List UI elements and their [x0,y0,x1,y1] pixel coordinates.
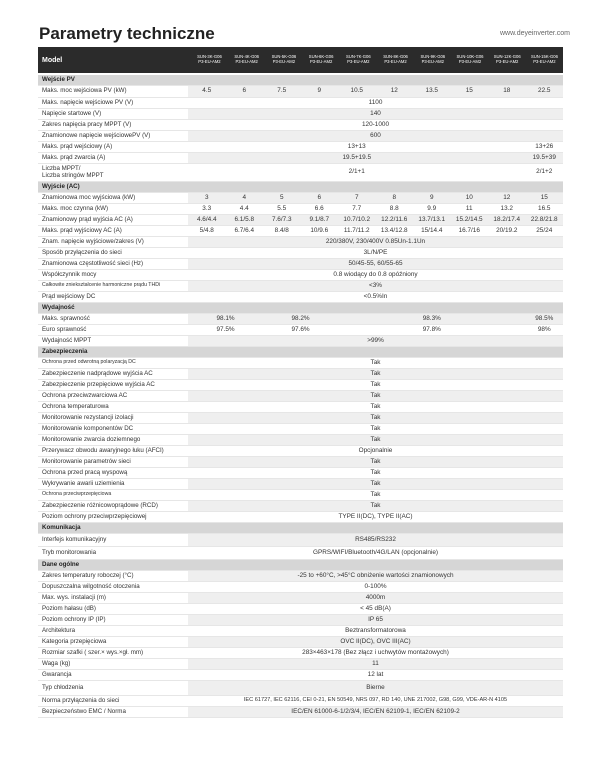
spec-value: Tak [370,468,381,476]
spec-value: 97.5% [216,325,235,333]
spec-label: Znamionowa moc wyjściowa (kW) [42,193,136,201]
spec-row [38,681,563,696]
spec-values [188,380,563,390]
section-header [38,523,563,534]
spec-label: Zakres temperatury roboczej (°C) [42,571,134,579]
spec-value: 0-100% [364,582,387,590]
spec-value: Bierne [366,683,385,691]
spec-values [188,142,563,152]
spec-value: 22.5 [538,87,551,95]
spec-label: Maks. sprawność [42,314,90,322]
spec-label: Zabezpieczenie różnicowoprądowe (RCD) [42,501,158,509]
spec-values [188,325,563,335]
spec-values [188,86,563,97]
spec-values [188,336,563,346]
spec-value: 98.2% [291,314,310,322]
spec-row [38,270,563,281]
spec-value: 3.3 [202,204,212,212]
spec-values [188,446,563,456]
spec-row [38,534,563,547]
spec-label: Wykrywanie awarii uziemienia [42,479,125,487]
spec-value: 0.8 wiodący do 0.8 opóźniony [333,270,418,278]
spec-value: 11 [372,659,379,667]
spec-value: 3 [204,193,209,201]
spec-value: 12.2/11.6 [381,215,408,223]
spec-row [38,593,563,604]
spec-label: Całkowite zniekształcenie harmoniczne prądu THDi [42,282,161,289]
spec-values [188,435,563,445]
spec-row [38,402,563,413]
spec-value: 600 [370,131,381,139]
section-title: Dane ogólne [42,560,80,568]
spec-value: 12 [390,87,398,95]
spec-values [188,153,563,163]
spec-values [188,109,563,119]
spec-row [38,707,563,718]
spec-values [188,204,563,214]
spec-label: Maks. moc wejściowa PV (kW) [42,87,127,95]
spec-value: 25/24 [536,226,553,234]
spec-values [188,193,563,203]
spec-label: Maks. moc czynna (kW) [42,204,109,212]
section-header [38,182,563,193]
section-title: Zabezpieczenia [42,347,88,355]
spec-row [38,604,563,615]
spec-label: Ochrona przeciwzwarciowa AC [42,391,128,399]
spec-row [38,501,563,512]
spec-values [188,659,563,669]
spec-values [188,413,563,423]
spec-value: 2/1+1 [348,168,365,176]
spec-label: Kategoria przepięciowa [42,637,107,645]
spec-value: <0.5%In [363,292,388,300]
spec-row [38,446,563,457]
spec-value: IEC/EN 61000-6-1/2/3/4, IEC/EN 62109-1, IEC/EN 62109-2 [291,707,460,715]
spec-value: 13.7/13.1 [418,215,446,223]
spec-row [38,120,563,131]
spec-value: TYPE II(DC), TYPE II(AC) [338,512,413,520]
section-title: Wydajność [42,303,75,311]
spec-row [38,391,563,402]
spec-value: 10 [465,193,473,201]
spec-value: 6.1/5.8 [234,215,255,223]
table-header [38,47,563,73]
spec-label: Waga (kg) [42,659,71,667]
spec-value: 11 [465,204,473,212]
spec-value: 19.5+19.5 [342,153,372,161]
spec-row [38,86,563,98]
spec-values [188,120,563,130]
spec-value: 98.1% [216,314,235,322]
spec-label: Poziom ochrony przeciwprzepięciowej [42,512,147,520]
spec-value: Tak [370,424,381,432]
spec-value: 18.2/17.4 [493,215,521,223]
spec-label: Wydajność MPPT [42,336,92,344]
spec-values [188,648,563,658]
spec-values [188,215,563,225]
spec-label: Przerywacz obwodu awaryjnego łuku (AFCI) [42,446,164,454]
spec-row [38,226,563,237]
spec-value: Tak [370,358,381,366]
spec-label: Znamionowy prąd wyjścia AC (A) [42,215,133,223]
spec-value: 4.4 [239,204,249,212]
spec-value: < 45 dB(A) [360,604,391,612]
spec-label: Współczynnik mocy [42,270,97,278]
spec-row [38,582,563,593]
spec-row [38,435,563,446]
spec-value: 4 [242,193,247,201]
spec-label: Maks. prąd wejściowy (A) [42,142,113,150]
spec-value: 9.1/8.7 [309,215,330,223]
spec-values [188,637,563,647]
spec-values [188,626,563,636]
spec-label: Architektura [42,626,76,634]
spec-value: 16.7/16 [458,226,480,234]
spec-row [38,670,563,681]
spec-value: 97.8% [422,325,441,333]
spec-value: 7.5 [277,87,287,95]
spec-value: 220/380V, 230/400V 0.85Un-1.1Un [325,237,426,245]
spec-value: 8.8 [389,204,399,212]
spec-value: Tak [370,380,381,388]
spec-label: Monitorowanie rezystancji izolacji [42,413,134,421]
spec-value: Tak [370,369,381,377]
model-name: SUN-15K-G06 P3-EU-AM2 [530,54,558,64]
spec-values [188,457,563,467]
spec-value: 5/4.8 [199,226,214,234]
spec-value: -25 to +60°C, >45°C obniżenie wartości znamionowych [297,571,454,579]
spec-label: Napięcie startowe (V) [42,109,102,117]
spec-row [38,479,563,490]
spec-value: 12 [503,193,511,201]
spec-values [188,468,563,478]
spec-row [38,109,563,120]
spec-label: Monitorowanie parametrów sieci [42,457,131,465]
spec-value: Beztransformatorowa [345,626,406,634]
spec-row [38,153,563,164]
spec-values [188,237,563,247]
spec-row [38,413,563,424]
spec-value: 98% [537,325,551,333]
spec-label: Prąd wejściowy DC [42,292,96,300]
spec-value: 97.6% [291,325,310,333]
spec-table [38,75,563,718]
section-title: Wyjście (AC) [42,182,80,190]
spec-label: Znam. napięcie wyjściowe/zakres (V) [42,237,144,245]
spec-value: 6.7/6.4 [234,226,255,234]
spec-value: 13.5 [425,87,438,95]
spec-value: 5.5 [277,204,287,212]
spec-label: Znamionowe napięcie wejściowePV (V) [42,131,151,139]
spec-label: Maks. prąd zwarcia (A) [42,153,106,161]
spec-row [38,281,563,292]
spec-value: 4.6/4.4 [196,215,217,223]
spec-label: Zakres napięcia pracy MPPT (V) [42,120,132,128]
spec-value: 7.6/7.3 [271,215,292,223]
spec-value: Tak [370,457,381,465]
spec-value: 1100 [368,98,383,106]
spec-row [38,369,563,380]
spec-row [38,98,563,109]
spec-values [188,292,563,302]
spec-value: Tak [370,490,381,498]
spec-row [38,626,563,637]
model-name: SUN-5K-G06 P3-EU-AM2 [271,54,297,64]
spec-row [38,248,563,259]
spec-value: 283×463×178 (Bez złącz i uchwytów montażowych) [302,648,449,656]
spec-value: 20/19.2 [496,226,518,234]
spec-values [188,604,563,614]
spec-value: 12 lat [367,670,384,678]
spec-values [188,314,563,324]
spec-row [38,164,563,182]
model-name: SUN-4K-G06 P3-EU-AM2 [234,54,260,64]
spec-value: IP 65 [368,615,383,623]
spec-row [38,547,563,560]
spec-row [38,512,563,523]
spec-row [38,457,563,468]
spec-values [188,479,563,489]
spec-row [38,325,563,336]
spec-value: 13+13 [347,142,366,150]
spec-row [38,215,563,226]
spec-label: Zabezpieczenie przepięciowe wyjścia AC [42,380,155,388]
spec-value: 10.7/10.2 [343,215,371,223]
spec-row [38,204,563,215]
spec-value: 10/9.6 [310,226,329,234]
spec-label: Norma przyłączenia do sieci [42,696,120,704]
spec-value: 8.4/8 [274,226,289,234]
spec-values [188,424,563,434]
spec-row [38,292,563,303]
spec-label: Monitorowanie komponentów DC [42,424,134,432]
spec-label: Max. wys. instalacji (m) [42,593,106,601]
spec-values [188,402,563,412]
section-header [38,75,563,86]
spec-value: OVC II(DC), OVC III(AC) [340,637,411,645]
spec-label: Ochrona temperaturowa [42,402,109,410]
spec-value: 15 [540,193,548,201]
spec-values [188,615,563,625]
spec-label: Zabezpieczenie nadprądowe wyjścia AC [42,369,153,377]
spec-label: Typ chłodzenia [42,683,84,691]
spec-value: 7 [354,193,359,201]
spec-value: 9 [317,87,322,95]
spec-values [188,582,563,592]
spec-values [188,98,563,108]
spec-row [38,131,563,142]
spec-value: 2/1+2 [536,168,553,176]
model-header-label: Model [42,56,63,64]
spec-values [188,358,563,368]
spec-values [188,571,563,581]
model-name: SUN-12K-G06 P3-EU-AM2 [493,54,521,64]
spec-row [38,314,563,325]
spec-value: 120-1000 [361,120,389,128]
spec-value: 9 [429,193,434,201]
spec-value: 6 [317,193,322,201]
spec-label: Dopuszczalna wilgotność otoczenia [42,582,140,590]
spec-label: Rozmiar szafki ( szer.× wys.×gł. mm) [42,648,144,656]
spec-row [38,659,563,670]
spec-values [188,501,563,511]
spec-value: 10.5 [350,87,363,95]
section-header [38,560,563,571]
spec-row [38,615,563,626]
spec-value: 22.8/21.8 [530,215,558,223]
spec-values [188,593,563,603]
section-title: Komunikacja [42,523,81,531]
spec-values [188,281,563,291]
spec-row [38,259,563,270]
section-header [38,303,563,314]
spec-value: 140 [370,109,381,117]
model-name: SUN-10K-G06 P3-EU-AM2 [456,54,484,64]
spec-value: Tak [370,402,381,410]
spec-label: Znamionowa częstotliwość sieci (Hz) [42,259,144,267]
spec-value: 13.2 [500,204,513,212]
spec-row [38,358,563,369]
spec-value: 4000m [365,593,386,601]
spec-row [38,696,563,707]
spec-value: 15/14.4 [421,226,443,234]
spec-value: 6 [242,87,247,95]
spec-value: Opcjonalnie [358,446,393,454]
spec-value: GPRS/WIFI/Bluetooth/4G/LAN (opcjonalnie) [312,548,439,556]
spec-value: 5 [279,193,284,201]
spec-label: Poziom ochrony IP (IP) [42,615,106,623]
spec-label: Bezpieczeństwo EMC / Norma [42,707,126,715]
spec-value: 11.7/11.2 [343,226,370,234]
model-name: SUN-9K-G06 P3-EU-AM2 [420,54,446,64]
spec-value: Tak [370,391,381,399]
spec-value: 15 [465,87,473,95]
page-title: Parametry techniczne [39,24,215,43]
spec-value: 6.6 [314,204,324,212]
spec-value: 18 [503,87,511,95]
spec-value: >99% [367,336,384,344]
spec-value: 9.9 [427,204,437,212]
model-name: SUN-6K-G06 P3-EU-AM2 [308,54,334,64]
spec-label: Ochrona przeciwprzepięciowa [42,491,112,498]
spec-row [38,142,563,153]
spec-values [188,226,563,236]
model-name: SUN-8K-G06 P3-EU-AM2 [383,54,408,64]
spec-value: 50/45-55, 60/55-65 [348,259,403,267]
website-url: www.deyeinverter.com [499,30,570,37]
spec-label: Gwarancja [42,670,72,678]
spec-values [188,270,563,280]
spec-label: Ochrona przed odwrotną polaryzacją DC [42,359,136,366]
spec-values [188,391,563,401]
spec-value: 98.5% [535,314,554,322]
spec-row [38,237,563,248]
spec-values [188,534,563,546]
spec-values [188,512,563,522]
spec-value: 8 [392,193,397,201]
spec-value: 19.5+39 [532,153,556,161]
spec-label: Liczba MPPT/ Liczba stringów MPPT [42,164,104,179]
spec-values [188,259,563,269]
spec-label: Sposób przyłączenia do sieci [42,248,122,256]
spec-value: 15.2/14.5 [455,215,483,223]
spec-row [38,571,563,582]
spec-row [38,637,563,648]
spec-value: Tak [370,435,381,443]
spec-values [188,490,563,500]
model-name: SUN-3K-G06 P3-EU-AM2 [197,54,222,64]
spec-value: Tak [370,413,381,421]
spec-value: IEC 61727, IEC 62116, CEI 0-21, EN 50549, NRS 097, RD 140, UNE 217002, G98, G99, VDE-AR-N 4105 [243,697,508,704]
spec-row [38,336,563,347]
spec-values [188,131,563,141]
spec-value: Tak [370,501,381,509]
spec-values [188,696,563,706]
spec-values [188,707,563,717]
spec-value: Tak [370,479,381,487]
spec-row [38,468,563,479]
spec-values [188,670,563,680]
model-name: SUN-7K-G06 P3-EU-AM2 [346,54,371,64]
spec-label: Tryb monitorowania [42,548,97,556]
spec-values [188,681,563,695]
spec-label: Poziom hałasu (dB) [42,604,96,612]
spec-value: RS485/RS232 [355,535,396,543]
spec-row [38,490,563,501]
spec-value: 7.7 [352,204,362,212]
spec-row [38,424,563,435]
spec-label: Ochrona przed pracą wyspową [42,468,128,476]
section-header [38,347,563,358]
spec-value: 98.3% [422,314,441,322]
spec-label: Interfejs komunikacyjny [42,535,107,543]
spec-value: 13.4/12.8 [380,226,408,234]
section-title: Wejście PV [42,75,75,83]
spec-value: 3L/N/PE [363,248,388,256]
spec-value: 13+26 [535,142,554,150]
spec-row [38,648,563,659]
spec-values [188,547,563,559]
spec-label: Maks. prąd wyjściowy AC (A) [42,226,122,234]
spec-value: 16.5 [538,204,551,212]
spec-label: Euro sprawność [42,325,87,333]
spec-values [188,164,563,181]
spec-row [38,193,563,204]
spec-row [38,380,563,391]
spec-label: Monitorowanie zwarcia doziemnego [42,435,141,443]
spec-values [188,248,563,258]
spec-value: <3% [369,281,382,289]
spec-values [188,369,563,379]
spec-label: Maks. napięcie wejściowe PV (V) [42,98,134,106]
spec-value: 4.5 [202,87,212,95]
